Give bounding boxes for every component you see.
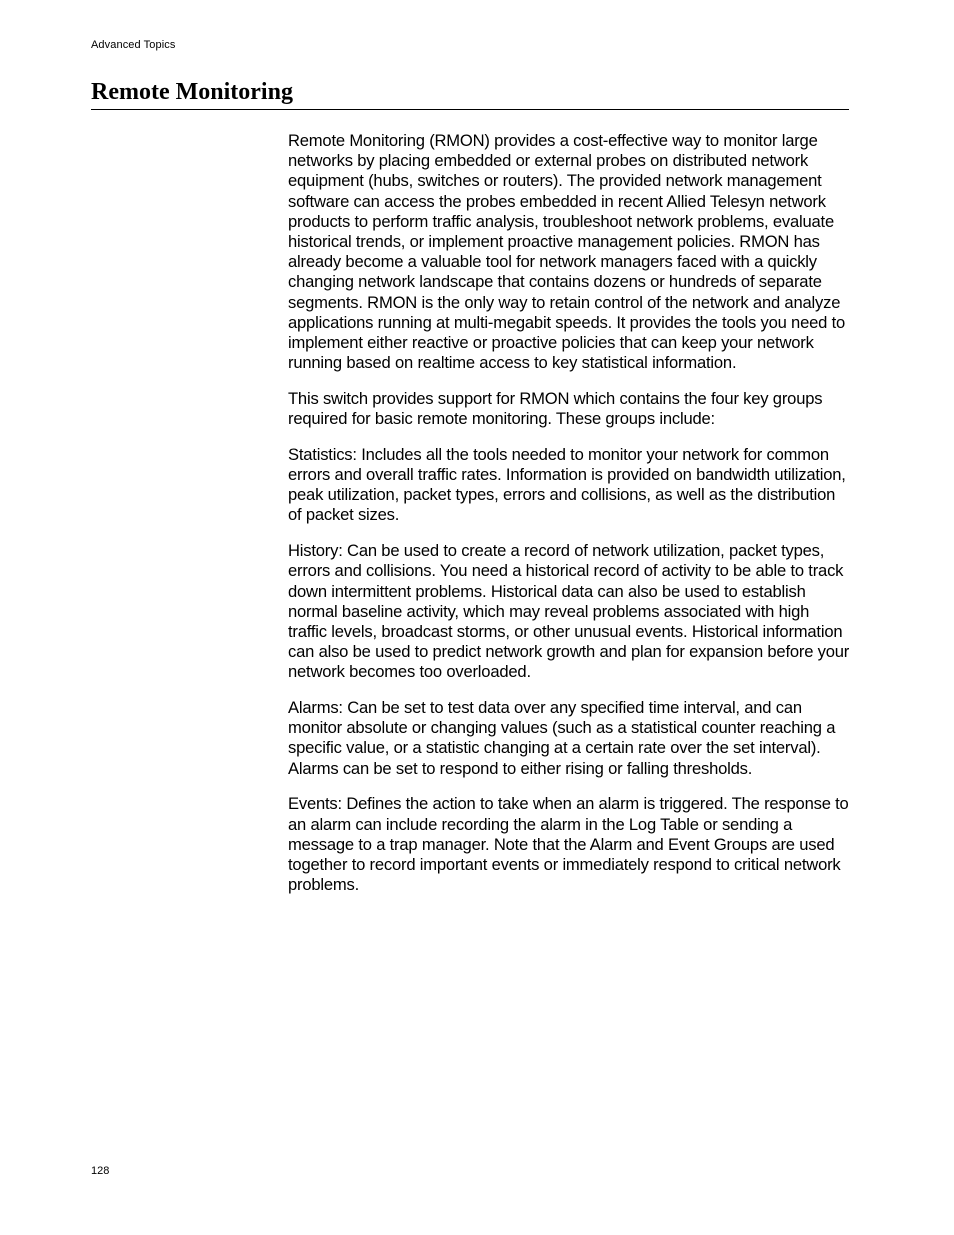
- section-body: [288, 131, 850, 911]
- paragraph-statistics: Statistics: Includes all the tools needed to monitor your network for common errors and overall traffic rates. Information is provided on bandwidth utilization, peak utilization, packet types, errors and collisions, as well as the distribution of packet sizes.: [288, 444, 846, 525]
- paragraph-alarms: Alarms: Can be set to test data over any specified time interval, and can monitor absolute or changing values (such as a statistical counter reaching a specific value, or a statistic changing at a certain rate over the set interval). Alarms can be set to respond to either rising or falling thresholds.: [288, 698, 836, 778]
- paragraph-events: Events: Defines the action to take when an alarm is triggered. The response to an alarm can include recording the alarm in the Log Table or sending a message to a trap manager. Note that the Alarm and Event Groups are used together to record important events or immediately respond to critical network problems.: [288, 794, 849, 895]
- running-header: Advanced Topics: [91, 39, 176, 51]
- paragraph-rmon-intro: Remote Monitoring (RMON) provides a cost-effective way to monitor large networks by placing embedded or external probes on distributed network equipment (hubs, switches or routers). The provided network management software can access the probes embedded in recent Allied Telesyn network products to perform traffic analysis, troubleshoot network problems, evaluate historical trends, or implement proactive management policies. RMON has already become a valuable tool for network managers faced with a quickly changing network landscape that contains dozens or hundreds of separate segments. RMON is the only way to retain control of the network and analyze applications running at multi-megabit speeds. It provides the tools you need to implement either reactive or proactive policies that can keep your network running based on realtime access to key statistical information.: [288, 131, 846, 373]
- page-number: 128: [91, 1165, 110, 1177]
- paragraph-rmon-groups: This switch provides support for RMON which contains the four key groups required for basic remote monitoring. These groups include:: [288, 388, 823, 429]
- paragraph-history: History: Can be used to create a record of network utilization, packet types, errors and collisions. You need a historical record of activity to be able to track down intermittent problems. Historical data can also be used to establish normal baseline activity, which may reveal problems associated with high traffic levels, broadcast storms, or other unusual events. Historical information can also be used to predict network growth and plan for expansion before your network becomes too overloaded.: [288, 541, 850, 682]
- section-title: Remote Monitoring: [91, 78, 849, 110]
